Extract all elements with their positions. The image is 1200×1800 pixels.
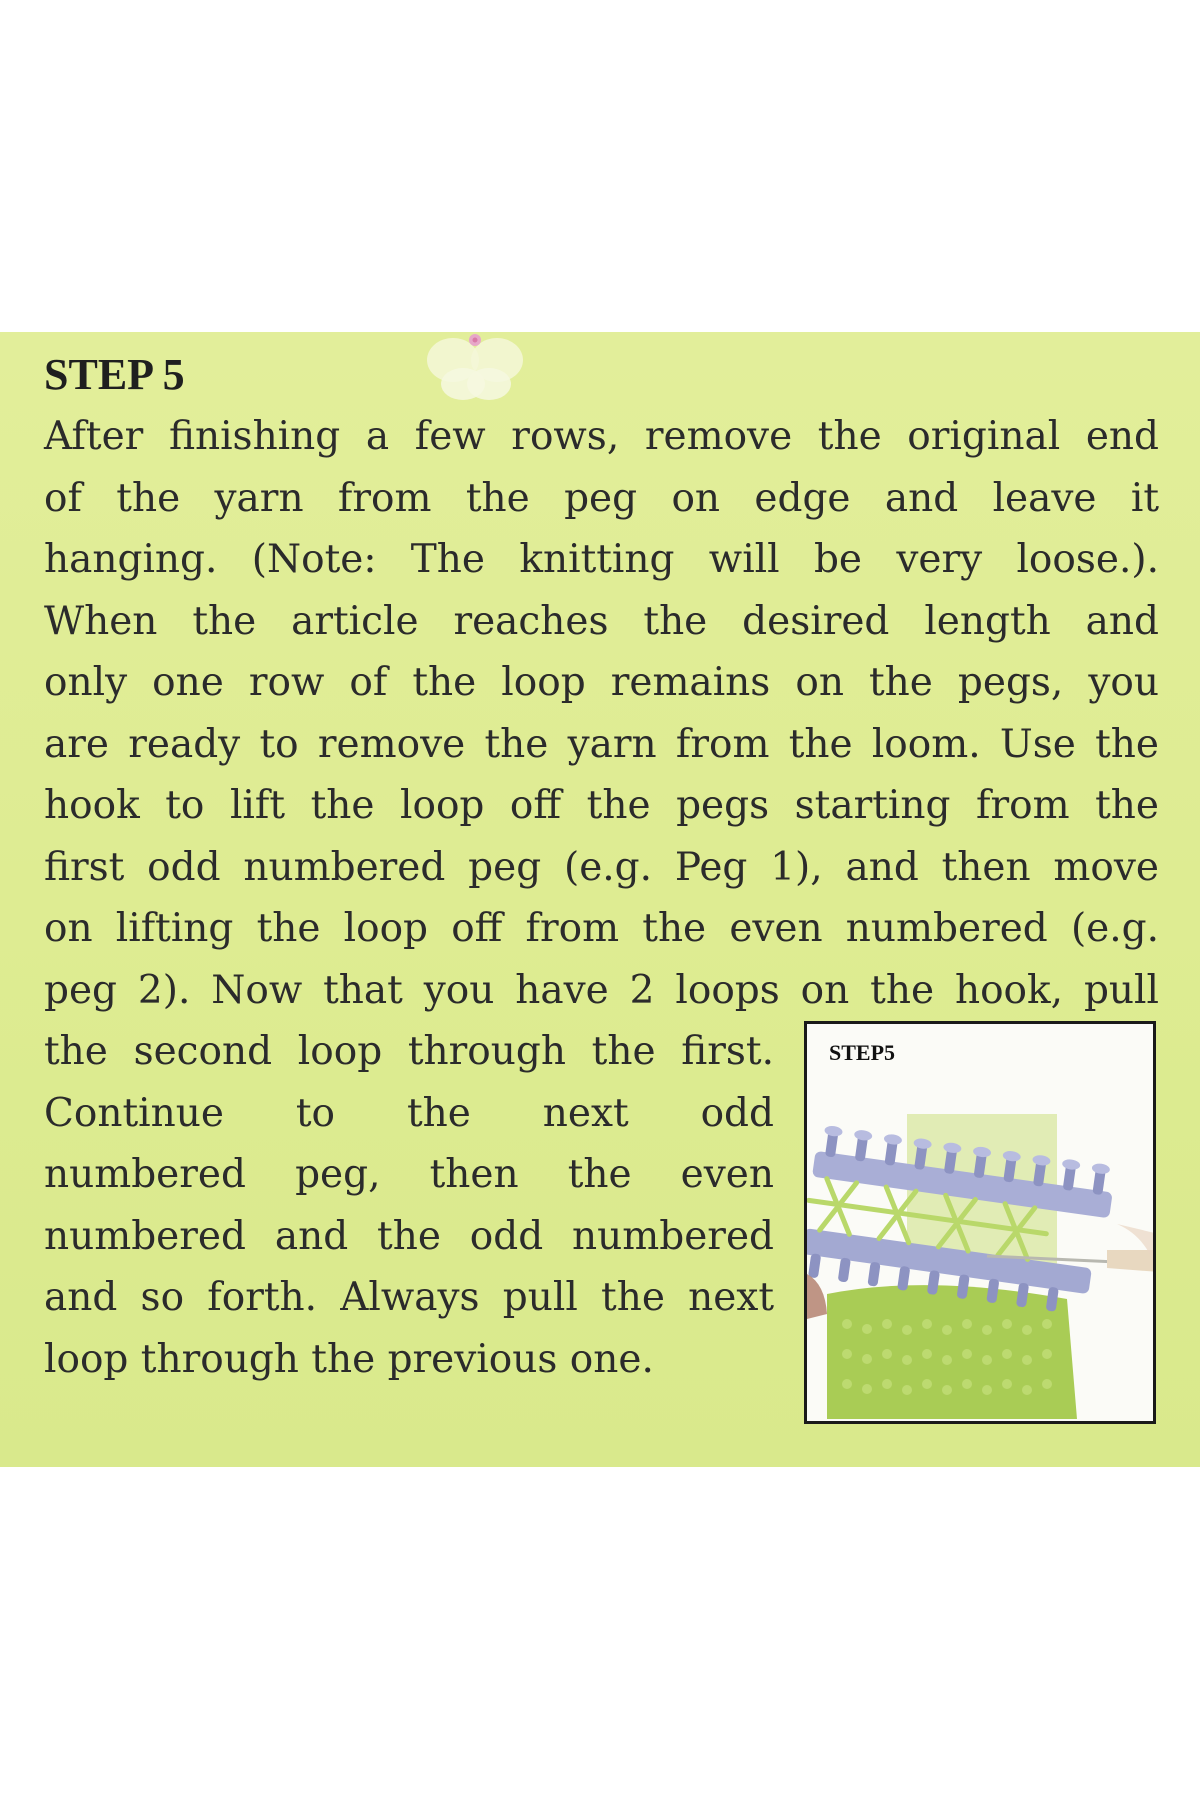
step-title: STEP 5 [44,350,185,399]
text-line: When the article reaches the desired length and [44,598,1159,644]
step-illustration [804,1021,1156,1424]
figure-label: STEP5 [829,1040,896,1065]
text-line: loop through the previous one. [44,1336,654,1382]
text-line: only one row of the loop remains on the pegs, you [44,660,1159,705]
knitting-loom-illustration [807,1024,1156,1424]
text-line: Continue to the next odd [44,1090,774,1136]
text-line: the second loop through the first. [44,1029,774,1074]
text-line: first odd numbered peg (e.g. Peg 1), and then move [44,844,1159,890]
text-line: numbered peg, then the even [44,1152,774,1197]
text-line: After finishing a few rows, remove the original end [44,414,1159,459]
text-line: hook to lift the loop off the pegs starting from the [44,783,1159,828]
text-line: are ready to remove the yarn from the loom. Use the [44,721,1159,767]
text-line: on lifting the loop off from the even numbered (e.g. [44,906,1159,951]
text-line: hanging. (Note: The knitting will be very loose.). [44,537,1159,582]
text-line: of the yarn from the peg on edge and leave it [44,475,1159,521]
text-line: and so forth. Always pull the next [44,1275,774,1320]
text-line: peg 2). Now that you have 2 loops on the hook, pull [44,967,1159,1013]
text-line: numbered and the odd numbered [44,1213,774,1259]
